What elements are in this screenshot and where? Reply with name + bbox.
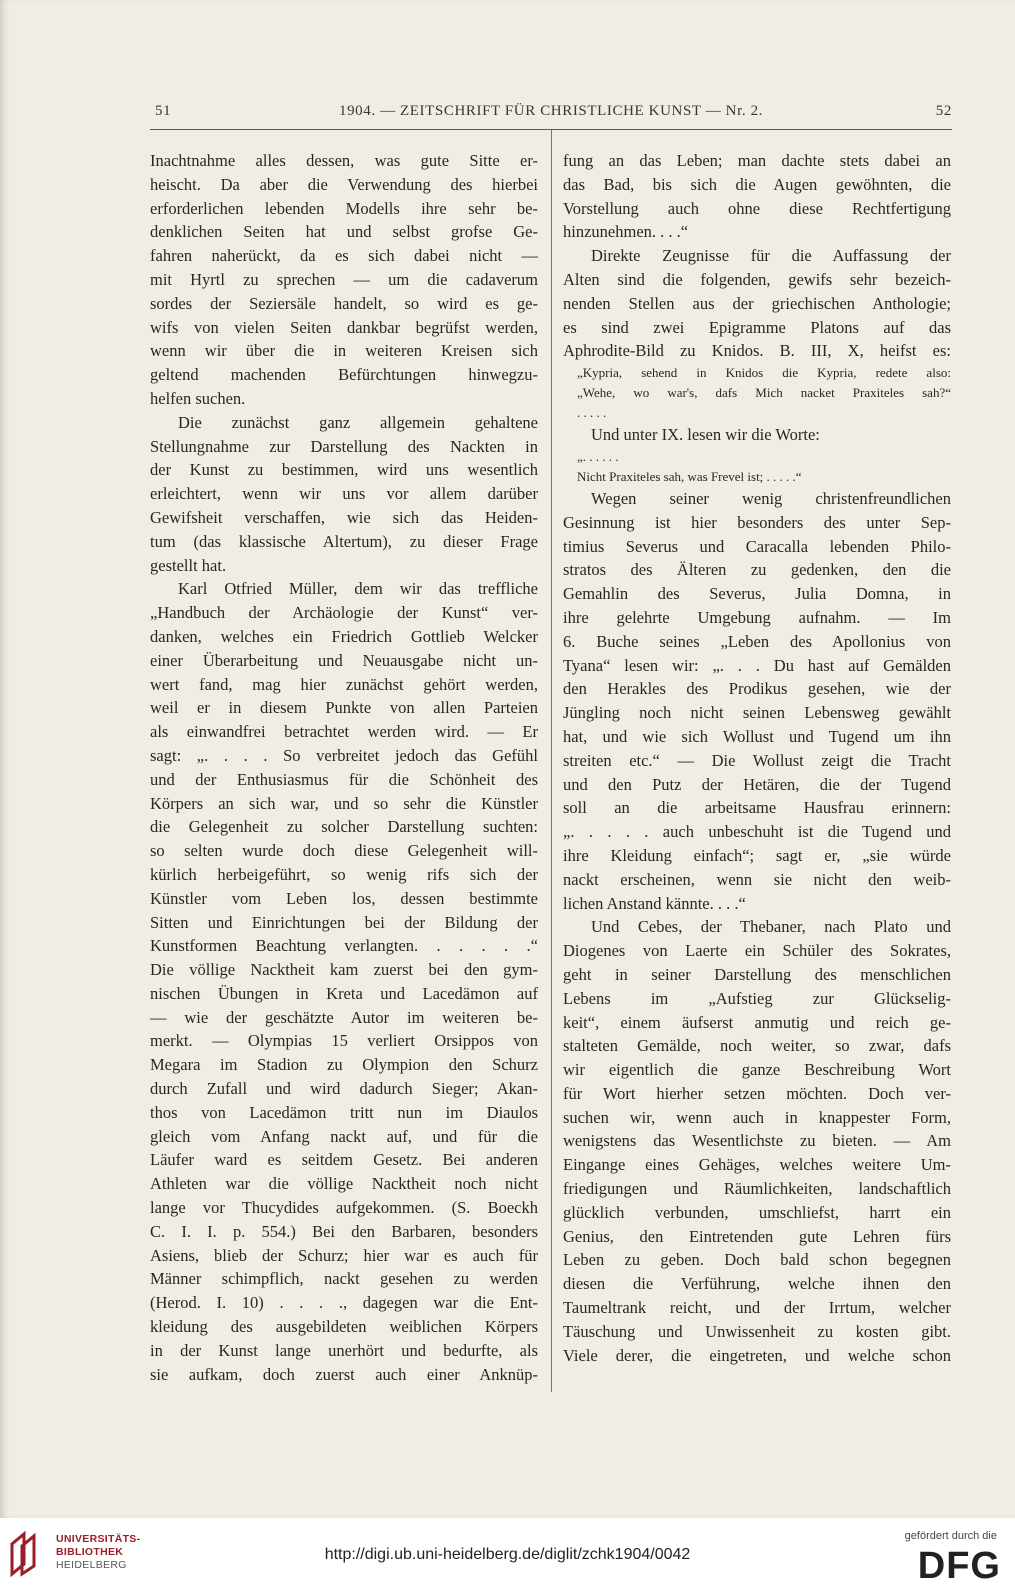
text-line: es sind zwei Epigramme Platons auf das: [563, 317, 951, 337]
text-line: das Bad, bis sich die Augen gewöhnten, die: [563, 174, 951, 194]
text-line: einer Überarbeitung und Neuausgabe nicht un-: [150, 650, 538, 670]
left-column: [150, 149, 538, 1386]
text-line: Männer schimpflich, nackt gesehen zu werden: [150, 1269, 538, 1289]
text-line: Wegen seiner wenig christenfreundlichen: [591, 488, 951, 508]
text-line: Sitten und Einrichtungen bei der Bildung der: [150, 912, 538, 932]
text-line: streiten etc.“ — Die Wollust zeigt die Tracht: [563, 750, 951, 770]
text-line: und der Enthusiasmus für die Schönheit des: [150, 769, 538, 789]
text-line: gestellt hat.: [150, 555, 227, 575]
text-line: stalteten Gemälde, noch weiter, so zwar, dafs: [563, 1036, 951, 1056]
text-line: durch Zufall und wird dadurch Sieger; Akan-: [150, 1079, 538, 1099]
text-line: „. . . . . auch unbeschuht ist die Tugend und: [563, 822, 951, 842]
permalink-url[interactable]: http://digi.ub.uni-heidelberg.de/diglit/zchk1904/0042: [324, 1546, 691, 1563]
text-line: Megara im Stadion zu Olympion den Schurz: [150, 1055, 538, 1075]
text-line: 6. Buche seines „Leben des Apollonius von: [563, 631, 951, 651]
text-line: fung an das Leben; man dachte stets dabei an: [563, 151, 951, 170]
text-line: sie aufkam, doch zuerst auch einer Anknüp-: [150, 1364, 538, 1384]
text-line: (Herod. I. 10) . . . ., dagegen war die Ent-: [150, 1293, 538, 1313]
text-line: mit Hyrtl zu sprechen — um die cadaverum: [150, 269, 538, 289]
right-column: [563, 149, 951, 1367]
text-line: Täuschung und Unwissenheit zu kosten gibt.: [563, 1321, 951, 1341]
text-line: geltend machenden Befürchtungen hinwegzu-: [150, 365, 538, 385]
text-line: „Kypria, sehend in Knidos die Kypria, redete also:: [577, 365, 951, 381]
text-line: sordes der Seziersäle handelt, so wird es ge-: [150, 293, 538, 313]
text-line: Genius, den Eintretenden gute Lehren fürs: [563, 1226, 951, 1246]
text-line: weil er in diesem Punkte von allen Parteien: [150, 698, 538, 718]
text-line: wert fand, mag hier zunächst gehört werden,: [150, 674, 538, 694]
text-line: Körpers an sich war, und so sehr die Künstler: [150, 793, 538, 813]
text-line: „. . . . . .: [577, 448, 619, 464]
journal-title: 1904. — ZEITSCHRIFT FÜR CHRISTLICHE KUNST — Nr. 2.: [338, 103, 764, 119]
text-line: Asiens, blieb der Schurz; hier war es auch für: [150, 1245, 538, 1265]
text-line: thos von Lacedämon tritt nun im Diaulos: [150, 1102, 538, 1122]
digitization-footer: [0, 1518, 1015, 1593]
text-line: soll an die arbeitsame Hausfrau erinnern:: [563, 798, 951, 818]
text-line: Leben zu geben. Doch bald schon begegnen: [563, 1250, 951, 1270]
text-line: Künstler vom Leben los, dessen bestimmte: [150, 888, 538, 908]
text-line: Die zunächst ganz allgemein gehaltene: [178, 412, 538, 432]
text-line: die Gelegenheit zu solcher Darstellung suchten:: [150, 817, 538, 837]
text-line: kürlich herbeigeführt, so wenig rifs sich der: [150, 864, 538, 884]
text-line: heischt. Da aber die Verwendung des hierbei: [150, 174, 538, 194]
column-divider: [551, 130, 552, 1392]
text-line: Diogenes von Laerte ein Schüler des Sokrates,: [563, 941, 951, 961]
text-line: fahren naherückt, da es sich dabei nicht —: [150, 246, 538, 266]
text-line: denklichen Seiten hat und selbst grofse Ge-: [150, 222, 538, 242]
text-line: Lebens im „Aufstieg zur Glückselig-: [563, 988, 951, 1008]
text-line: für Wort hierher setzen möchten. Doch ver-: [563, 1083, 951, 1103]
text-line: „Wehe, wo war's, dafs Mich nacket Praxiteles sah?“: [577, 385, 951, 401]
text-line: Tyana“ lesen wir: „. . . Du hast auf Gemälden: [563, 655, 951, 675]
text-line: erforderlichen lebenden Modells ihre sehr be-: [150, 198, 538, 218]
text-line: Gemahlin des Severus, Julia Domna, in: [563, 584, 951, 604]
text-line: Gesinnung ist hier besonders des unter Sep-: [563, 512, 951, 532]
text-line: Eingange eines Gehäges, welches weitere Um-: [563, 1155, 951, 1175]
text-line: lange vor Thucydides aufgekommen. (S. Boeckh: [150, 1198, 538, 1218]
dfg-logo: DFG: [917, 1545, 1001, 1587]
text-line: Jüngling noch nicht seinen Lebensweg gewählt: [563, 703, 951, 723]
text-line: Gewifsheit verschaffen, wie sich das Heiden-: [150, 507, 538, 527]
text-line: Die völlige Nacktheit kam zuerst bei den gym-: [150, 960, 538, 980]
text-line: stratos des Älteren zu gedenken, den die: [563, 560, 951, 580]
text-line: Nicht Praxiteles sah, was Frevel ist; . . . . .“: [577, 468, 802, 484]
text-line: Vorstellung auch ohne diese Rechtfertigung: [563, 198, 951, 218]
text-line: „Handbuch der Archäologie der Kunst“ ver-: [150, 603, 538, 623]
text-line: — wie der geschätzte Autor im weiteren be-: [150, 1007, 538, 1027]
text-line: Taumeltrank reicht, und der Irrtum, welcher: [563, 1298, 951, 1318]
text-line: der Kunst zu bestimmen, wird uns wesentlich: [150, 460, 538, 480]
text-line: glücklich verbunden, umschliefst, harrt ein: [563, 1202, 951, 1222]
text-line: den Herakles des Prodikus gesehen, wie der: [563, 679, 951, 699]
text-line: und den Putz der Hetären, die der Tugend: [563, 774, 951, 794]
text-line: . . . . .: [577, 405, 607, 421]
text-line: danken, welches ein Friedrich Gottlieb Welcker: [150, 626, 538, 646]
text-line: ihre Kleidung einfach“; sagt er, „sie würde: [563, 845, 951, 865]
text-line: helfen suchen.: [150, 388, 246, 408]
running-header: [150, 100, 952, 124]
sponsor-caption: gefördert durch die: [904, 1530, 997, 1542]
text-line: wifs von vielen Seiten dankbar begrüfst werden,: [150, 317, 538, 337]
text-line: Viele derer, die eingetreten, und welche schon: [563, 1345, 951, 1365]
text-line: in der Kunst lange unerhört und bedurfte, als: [150, 1340, 538, 1360]
text-line: kleidung des ausgebildeten weiblichen Körpers: [150, 1317, 538, 1337]
text-line: ihre gelehrte Umgebung aufnahm. — Im: [563, 607, 951, 627]
text-line: Und unter IX. lesen wir die Worte:: [591, 425, 820, 445]
text-line: C. I. I. p. 554.) Bei den Barbaren, besonders: [150, 1221, 538, 1241]
text-line: wenigstens das Wesentlichste zu bieten. — Am: [563, 1131, 951, 1151]
text-line: merkt. — Olympias 15 verliert Orsippos von: [150, 1031, 538, 1051]
page-number-left: 51: [155, 103, 172, 119]
text-line: nischen Übungen in Kreta und Lacedämon auf: [150, 983, 538, 1003]
text-line: timius Severus und Caracalla lebenden Philo-: [563, 536, 951, 556]
text-line: Karl Otfried Müller, dem wir das treffliche: [178, 579, 538, 599]
text-line: als einwandfrei betrachtet werden wird. — Er: [150, 722, 538, 742]
text-line: hat, und wie sich Wollust und Tugend um ihn: [563, 726, 951, 746]
text-line: Direkte Zeugnisse für die Auffassung der: [591, 246, 951, 266]
text-line: suchen wir, wenn auch in knappester Form,: [563, 1107, 951, 1127]
text-line: Kunstformen Beachtung verlangten. . . . . .“: [150, 936, 538, 956]
text-line: keit“, einem äufserst anmutig und reich ge-: [563, 1012, 951, 1032]
text-line: wir eigentlich die ganze Beschreibung Wort: [563, 1060, 951, 1080]
library-name: UNIVERSITÄTS- BIBLIOTHEK HEIDELBERG: [56, 1533, 141, 1571]
text-line: nenden Stellen aus der griechischen Anthologie;: [563, 293, 951, 313]
text-line: Läufer ward es seitdem Gesetz. Bei anderen: [150, 1150, 538, 1170]
text-line: so selten wurde doch diese Gelegenheit will-: [150, 841, 538, 861]
text-line: hinzunehmen. . . .“: [563, 222, 689, 242]
text-line: sagt: „. . . . So verbreitet jedoch das Gefühl: [150, 745, 538, 765]
text-line: Und Cebes, der Thebaner, nach Plato und: [591, 917, 951, 937]
text-line: erleichtert, wenn wir uns vor allem darüber: [150, 484, 538, 504]
text-line: Alten sind die folgenden, gewifs sehr bezeich-: [563, 269, 951, 289]
text-line: Inachtnahme alles dessen, was gute Sitte er-: [150, 151, 538, 170]
text-line: Stellungnahme zur Darstellung des Nackten in: [150, 436, 538, 456]
text-line: lichen Anstand kännte. . . .“: [563, 893, 746, 913]
text-line: gleich vom Anfang nackt auf, und für die: [150, 1126, 538, 1146]
text-line: friedigungen und Räumlichkeiten, landschaftlich: [563, 1179, 951, 1199]
text-line: diesen die Verführung, welche ihnen den: [563, 1274, 951, 1294]
page-number-right: 52: [935, 103, 952, 119]
text-line: wenn wir über die in weiteren Kreisen sich: [150, 341, 538, 361]
text-line: nackt erscheinen, wenn sie nicht den weib-: [563, 869, 951, 889]
text-line: Aphrodite-Bild zu Knidos. B. III, X, heifst es:: [563, 341, 951, 361]
text-line: geht in seiner Darstellung des menschlichen: [563, 964, 951, 984]
text-line: Athleten war die völlige Nacktheit noch nicht: [150, 1174, 538, 1194]
text-line: tum (das klassische Altertum), zu dieser Frage: [150, 531, 538, 551]
